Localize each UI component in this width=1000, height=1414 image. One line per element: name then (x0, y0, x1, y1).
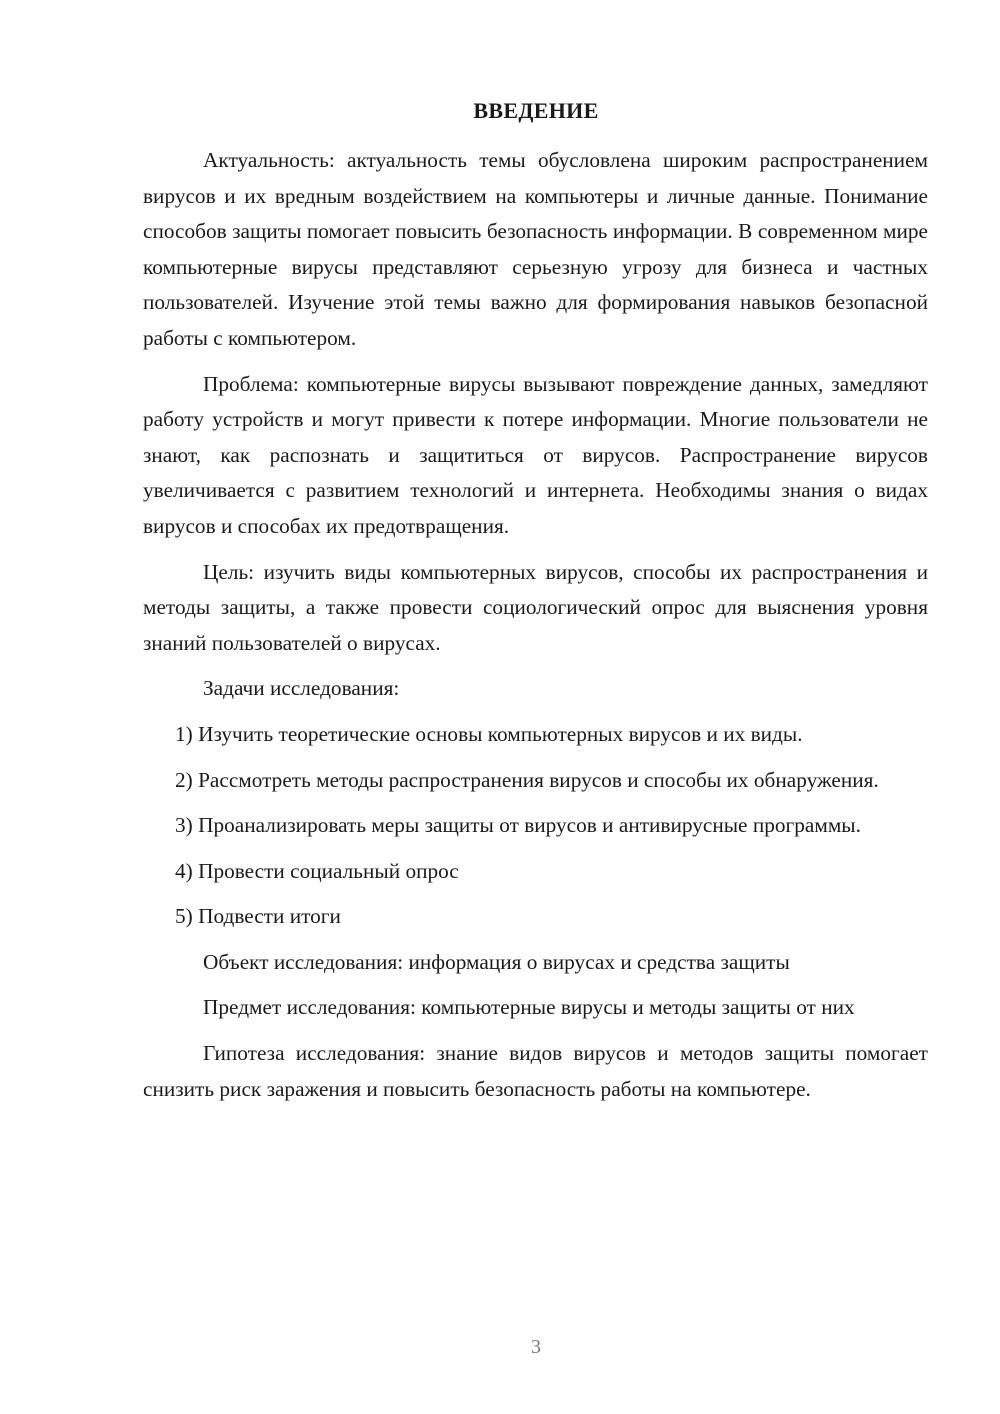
paragraph-subject: Предмет исследования: компьютерные вирусы и методы защиты от них (203, 995, 855, 1020)
paragraph-object: Объект исследования: информация о вирусах и средства защиты (203, 949, 790, 974)
task-item-5: 5) Подвести итоги (175, 904, 341, 929)
task-item-3: 3) Проанализировать меры защиты от вирусов и антивирусные программы. (175, 813, 861, 838)
paragraph-hypothesis: Гипотеза исследования: знание видов вирусов и методов защиты помогает снизить риск заражения и повысить безопасность работы на компьютере. (143, 1041, 928, 1101)
task-item-1: 1) Изучить теоретические основы компьютерных вирусов и их виды. (175, 721, 803, 746)
paragraph-tasks-title: Задачи исследования: (203, 676, 400, 701)
paragraph-goal: Цель: изучить виды компьютерных вирусов, способы их распространения и методы защиты, а также провести социологический опрос для выяснения уровня знаний пользователей о вирусах. (143, 559, 928, 655)
task-item-4: 4) Провести социальный опрос (175, 858, 459, 883)
paragraph-problem: Проблема: компьютерные вирусы вызывают повреждение данных, замедляют работу устройств и могут привести к потере информации. Многие пользователи не знают, как распознать и защититься от вирусов. Распространение вирусов увеличивается с развитием технологий и интернета. Необходимы знания о видах вирусов и способах их предотвращения. (143, 371, 928, 538)
page-number: 3 (531, 1336, 541, 1358)
body-text (143, 143, 928, 1117)
paragraph-relevance: Актуальность: актуальность темы обусловлена широким распространением вирусов и их вредным воздействием на компьютеры и личные данные. Понимание способов защиты помогает повысить безопасность информации. В современном мире компьютерные вирусы представляют серьезную угрозу для бизнеса и частных пользователей. Изучение этой темы важно для формирования навыков безопасной работы с компьютером. (143, 148, 928, 350)
task-item-2: 2) Рассмотреть методы распространения вирусов и способы их обнаружения. (175, 767, 879, 792)
section-heading: ВВЕДЕНИЕ (473, 98, 599, 123)
